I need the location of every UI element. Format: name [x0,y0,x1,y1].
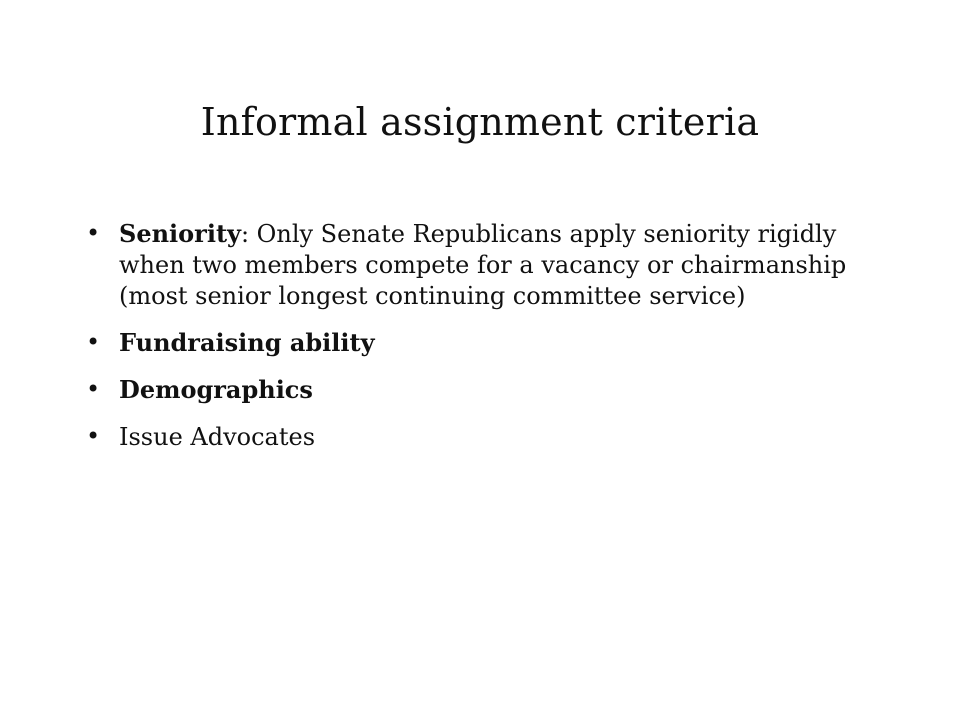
bullet-bold-text: Fundraising ability [119,328,375,357]
bullet-point-icon: • [86,375,101,403]
bullet-item-fundraising [86,327,876,359]
bullet-item-seniority [86,218,876,312]
bullet-point-icon: • [86,422,101,450]
bullet-list [86,218,876,468]
bullet-point-icon: • [86,328,101,356]
bullet-text: Issue Advocates [119,423,316,451]
bullet-item-issue-advocates [86,421,876,453]
bullet-text: : Only Senate Republicans apply seniority rigidly when two members compete for a vacancy or chairmanship (most senior longest continuing committee service) [119,220,847,310]
slide-title: Informal assignment criteria [200,100,760,144]
bullet-bold-text: Seniority [119,219,241,248]
bullet-point-icon: • [86,219,101,247]
bullet-bold-text: Demographics [119,375,313,404]
bullet-item-demographics [86,374,876,406]
